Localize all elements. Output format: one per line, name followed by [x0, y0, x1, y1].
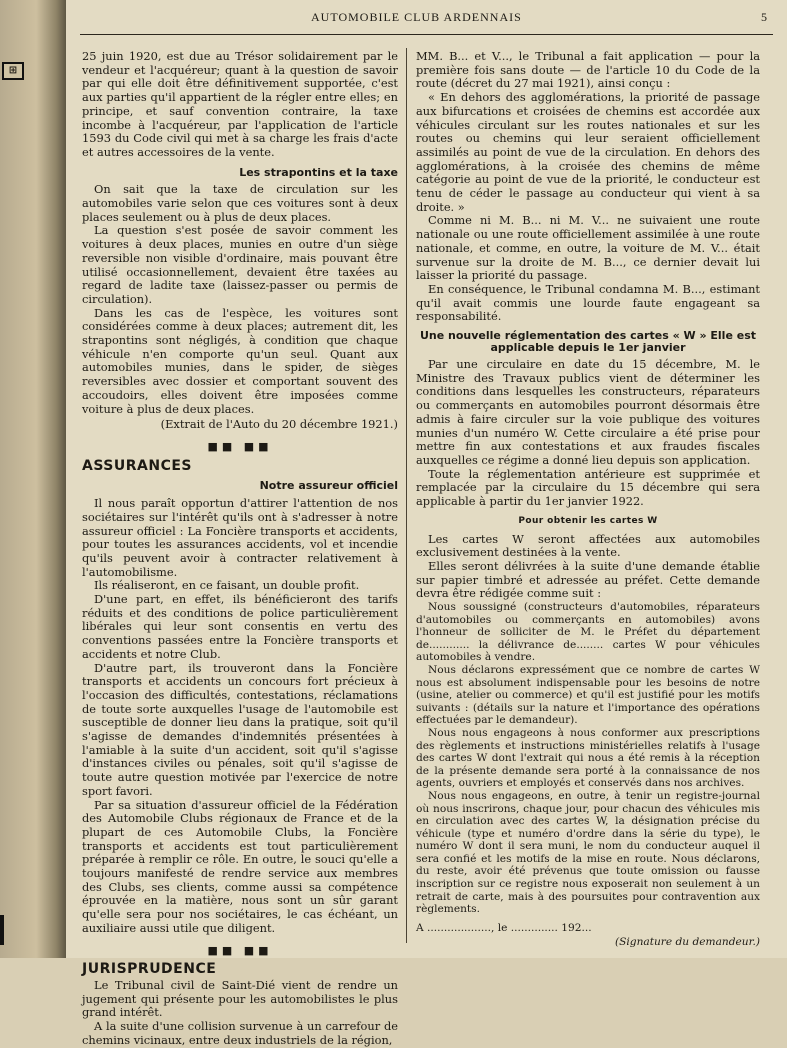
- form-text: Nous déclarons expressément que ce nombre de cartes W nous est absolument indispensable pour les besoins de notre (usine, atelier ou commerce) et qu'il est justifié pour les motifs suivants : (détails sur la nature et l'importance des opérations effectuées par le demandeur).: [416, 663, 760, 727]
- paragraph: 25 juin 1920, est due au Trésor solidairement par le vendeur et l'acquéreur; quant à la question de savoir par qui elle doit être définitivement supportée, c'est aux parties qu'il appartient de la régler entre elles; en principe, et sauf convention contraire, la taxe incombe à l'acquéreur, par l'application de l'article 1593 du Code civil qui met à sa charge les frais d'acte et autres accessoires de la vente.: [82, 49, 398, 159]
- paragraph: On sait que la taxe de circulation sur les automobiles varie selon que ces voitures sont à deux places seulement ou à plus de deux places.: [82, 182, 398, 224]
- heading-cartes-w: Une nouvelle réglementation des cartes « W » Elle est applicable depuis le 1er janvier: [419, 329, 757, 355]
- paragraph: « En dehors des agglomérations, la priorité de passage aux bifurcations et croisées de chemins est accordée aux véhicules circulant sur les routes nationales et sur les routes ou chemins qui leur seraient officiellement assimilés au point de vue de la circulation. En dehors des agglomérations, à la croisée des chemins de même catégorie au point de vue de la priorité, le conducteur est tenu de céder le passage au conducteur qui vient à sa droite. »: [416, 90, 760, 214]
- page: [66, 0, 787, 1047]
- place-date-line: A ..................., le .............. 192...: [416, 921, 592, 934]
- heading-obtenir: Pour obtenir les cartes W: [518, 515, 658, 526]
- heading-assureur: Notre assureur officiel: [259, 479, 398, 493]
- header-rule: [80, 34, 773, 35]
- paragraph: D'autre part, ils trouveront dans la Foncière transports et accidents un concours fort précieux à l'occasion des difficultés, contestations, réclamations de toute sorte auxquelles l'usage de l'automobile est susceptible de donner lieu dans la pratique, soit qu'il s'agisse de demandes d'indemnités présentées à l'amiable à la suite d'un accident, soit qu'il s'agisse d'instances civiles ou pénales, soit qu'il s'agisse de toute autre question motivée par l'exercice de notre sport favori.: [82, 660, 398, 798]
- paragraph: A la suite d'une collision survenue à un carrefour de chemins vicinaux, entre deux industriels de la région,: [82, 1019, 398, 1047]
- paragraph: MM. B... et V..., le Tribunal a fait application — pour la première fois sans doute — de l'article 10 du Code de la route (décret du 27 mai 1921), ainsi conçu :: [416, 49, 760, 91]
- right-column: [416, 49, 760, 948]
- form-text: Nous nous engageons, en outre, à tenir un registre-journal où nous inscrirons, chaque jour, pour chacun des véhicules mis en circulation avec des cartes W, la désignation précise du véhicule (type et numéro d'ordre dans la série du type), le numéro W dont il sera muni, le nom du conducteur auquel il sera confié et les motifs de la mise en route. Nous déclarons, du reste, avoir été prévenus que toute omission ou fausse inscription sur ce registre nous exposerait non seulement à un retrait de carte, mais à des poursuites pour contravention aux règlements.: [416, 789, 760, 916]
- ornament-icon: ■■ ■■: [207, 943, 273, 957]
- section-title-assurances: ASSURANCES: [82, 457, 192, 474]
- paragraph: Les cartes W seront affectées aux automobiles exclusivement destinées à la vente.: [416, 531, 760, 560]
- form-text: Nous nous engageons à nous conformer aux prescriptions des règlements et instructions ministérielles relatifs à l'usage des cartes W dont l'extrait qui nous a été remis à la réception de la présente demande sera porté à la connaissance de nos agents, ouvriers et employés et conservés dans nos archives.: [416, 726, 760, 790]
- paragraph: Comme ni M. B... ni M. V... ne suivaient une route nationale ou une route officiellement assimilée à une route nationale, et comme, en outre, la voiture de M. V... était survenue sur la droite de M. B..., ce dernier devait lui laisser la priorité du passage.: [416, 213, 760, 283]
- ornament-icon: ■■ ■■: [207, 439, 273, 453]
- column-divider: [406, 48, 407, 943]
- running-header: [66, 10, 787, 30]
- paragraph: La question s'est posée de savoir comment les voitures à deux places, munies en outre d'un siège reversible non visible d'ordinaire, mais pouvant être utilisé occasionnellement, devaient être taxées au regard de ladite taxe (laissez-passer ou permis de circulation).: [82, 223, 398, 306]
- paragraph: Elles seront délivrées à la suite d'une demande établie sur papier timbré et adressée au préfet. Cette demande devra être rédigée comme suit :: [416, 558, 760, 601]
- paragraph: En conséquence, le Tribunal condamna M. B..., estimant qu'il avait commis une lourde faute engageant sa responsabilité.: [416, 281, 760, 324]
- paragraph: Par sa situation d'assureur officiel de la Fédération des Automobile Clubs régionaux de France et de la plupart de ces Automobile Clubs, la Foncière transports et accidents est tout particulièrement préparée à remplir ce rôle. En outre, le souci qu'elle a toujours manifesté de rendre service aux membres des Clubs, ses clients, comme aussi sa compétence éprouvée en la matière, nous sont un sûr garant qu'elle sera pour nos sociétaires, le cas échéant, un auxiliaire aussi utile que diligent.: [82, 797, 398, 935]
- form-text: Nous soussigné (constructeurs d'automobiles, réparateurs d'automobiles ou commerçants en automobiles) avons l'honneur de solliciter de M. le Préfet du département de............ la délivrance de........ cartes W pour véhicules automobiles à vendre.: [416, 601, 760, 664]
- paragraph: Par une circulaire en date du 15 décembre, M. le Ministre des Travaux publics vient de déterminer les conditions dans lesquelles les constructeurs, réparateurs ou commerçants en automobiles pourront désormais être admis à faire circuler sur la voie publique des voitures munies d'un numéro W. Cette circulaire a été prise pour mettre fin aux contestations et aux fraudes fiscales auxquelles ce régime a donné lieu depuis son application.: [416, 357, 760, 467]
- book-gutter: [0, 0, 66, 958]
- paragraph: Le Tribunal civil de Saint-Dié vient de rendre un jugement qui présente pour les automobilistes le plus grand intérêt.: [82, 978, 398, 1020]
- page-number: 5: [761, 10, 767, 24]
- paragraph: Il nous paraît opportun d'attirer l'attention de nos sociétaires sur l'intérêt qu'ils ont à s'adresser à notre assureur officiel : La Foncière transports et accidents, pour toutes les assurances accidents, vol et incendie qu'ils peuvent avoir à contracter relativement à l'automobilisme.: [82, 496, 398, 579]
- heading-strapontins: Les strapontins et la taxe: [239, 165, 398, 179]
- left-column: [82, 49, 398, 1047]
- signature-line: (Signature du demandeur.): [615, 935, 760, 948]
- margin-mark-icon: ⊞: [2, 62, 24, 80]
- section-title-jurisprudence: JURISPRUDENCE: [82, 961, 217, 978]
- margin-bar-icon: [0, 915, 4, 945]
- paragraph: Dans les cas de l'espèce, les voitures sont considérées comme à deux places; autrement dit, les strapontins sont négligés, à condition que chaque véhicule n'en comporte qu'un seul. Quant aux automobiles munies, dans le spider, de sièges reversibles avec dossier et comportant souvent des accoudoirs, elles doivent être imposées comme voiture à plus de deux places.: [82, 305, 398, 416]
- source-credit: (Extrait de l'Auto du 20 décembre 1921.): [160, 417, 398, 432]
- paragraph: Toute la réglementation antérieure est supprimée et remplacée par la circulaire du 15 décembre qui sera applicable à partir du 1er janvier 1922.: [416, 466, 760, 509]
- paragraph: Ils réaliseront, en ce faisant, un double profit.: [94, 578, 360, 593]
- paragraph: D'une part, en effet, ils bénéficieront des tarifs réduits et des conditions de police particulièrement libérales qui leur sont consentis en vertu des conventions passées entre la Foncière transports et accidents et notre Club.: [82, 592, 398, 661]
- journal-title: AUTOMOBILE CLUB ARDENNAIS: [311, 10, 522, 24]
